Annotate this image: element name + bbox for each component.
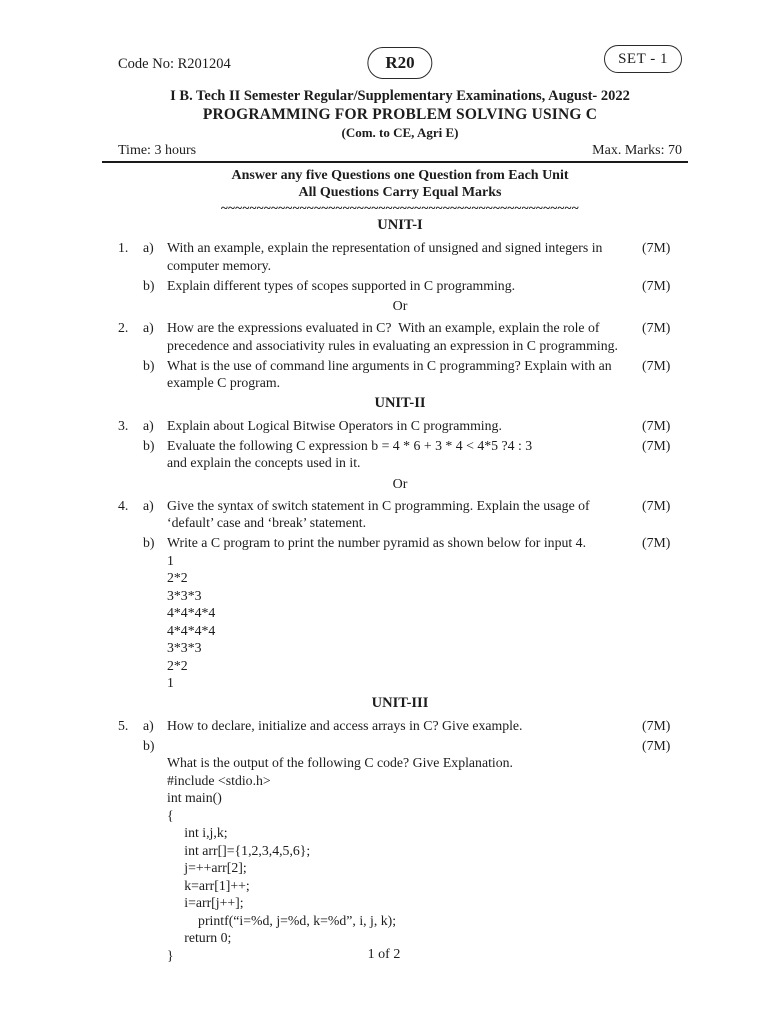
question-1a-row [118,239,682,274]
marks-badge: (7M) [642,277,671,293]
question-number: 1. [118,240,129,255]
marks-badge: (7M) [642,417,671,433]
code-line: j=++arr[2]; [167,860,247,875]
part-label: a) [143,497,154,513]
unit-heading-1: UNIT-I [377,217,423,233]
code-line: #include <stdio.h> [167,772,271,788]
pyramid-line: 3*3*3 [167,587,202,603]
part-label: b) [143,277,155,293]
question-line [167,737,640,755]
paper-header [118,42,682,88]
question-5a-row [118,717,682,735]
question-line: Explain about Logical Bitwise Operators in C programming. [167,417,502,433]
part-label: a) [143,417,154,433]
paper-subtitle: (Com. to CE, Agri E) [341,125,459,140]
part-label: b) [143,357,155,373]
question-line: Evaluate the following C expression b = 4 * 6 + 3 * 4 < 4*5 ?4 : 3 [167,437,533,453]
tilde-separator: ~~~~~~~~~~~~~~~~~~~~~~~~~~~~~~~~~~~~~~~~~~~~~~~~~~ [220,201,579,214]
question-2a-row [118,319,682,354]
question-4b-row [118,534,682,692]
question-2b-row [118,357,682,392]
pyramid-line: 4*4*4*4 [167,622,216,638]
or-separator: Or [392,299,408,314]
question-line: With an example, explain the representation of unsigned and signed integers in [167,240,603,255]
code-line: int main() [167,790,222,805]
part-label: a) [143,320,154,335]
part-label: b) [143,437,155,453]
code-line: int i,j,k; [167,825,228,840]
question-line: and explain the concepts used in it. [167,455,361,470]
time-marks-row [118,142,682,159]
marks-badge: (7M) [642,357,671,373]
instruction-line-1: Answer any five Questions one Question from Each Unit [231,168,569,183]
code-line: { [167,807,174,823]
code-line: int arr[]={1,2,3,4,5,6}; [167,842,311,858]
code-line: i=arr[j++]; [167,895,244,910]
page-number: 1 of 2 [367,947,401,962]
exam-session-line: I B. Tech II Semester Regular/Supplementary Examinations, August- 2022 [170,88,630,104]
question-line: ‘default’ case and ‘break’ statement. [167,515,367,530]
question-line: What is the output of the following C code? Give Explanation. [167,755,513,770]
pyramid-line: 3*3*3 [167,640,202,655]
question-text [167,737,640,965]
part-label: a) [143,717,154,733]
question-text [167,239,640,274]
code-line: return 0; [167,930,232,945]
question-text [167,357,640,392]
part-label: b) [143,737,155,753]
pyramid-line: 2*2 [167,657,188,673]
unit-heading-2: UNIT-II [374,394,426,411]
part-label: a) [143,240,154,255]
question-3a-row [118,417,682,435]
marks-badge: (7M) [642,737,671,753]
question-3b-row [118,437,682,472]
code-line: printf(“i=%d, j=%d, k=%d”, i, j, k); [167,912,397,928]
marks-badge: (7M) [642,320,671,335]
question-text [167,417,640,435]
question-line: Explain different types of scopes supported in C programming. [167,277,516,293]
question-number: 5. [118,717,129,733]
question-1b-row [118,277,682,295]
part-label: b) [143,535,155,550]
marks-badge: (7M) [642,437,671,453]
question-line: example C program. [167,375,281,390]
question-number: 4. [118,497,129,513]
code-line: } [167,947,174,963]
pyramid-line: 1 [167,552,174,568]
code-number: Code No: R201204 [118,56,231,72]
marks-badge: (7M) [642,240,671,255]
question-line: How are the expressions evaluated in C? With an example, explain the role of [167,320,600,335]
paper-title: PROGRAMMING FOR PROBLEM SOLVING USING C [202,106,598,123]
question-4a-row [118,497,682,532]
pyramid-line: 4*4*4*4 [167,605,216,620]
marks-badge: (7M) [642,717,671,733]
question-number: 2. [118,320,129,335]
question-5b-row [118,737,682,965]
code-line: k=arr[1]++; [167,877,250,893]
pyramid-line: 1 [167,675,174,690]
question-text [167,277,640,295]
max-marks: Max. Marks: 70 [592,143,682,158]
question-line: computer memory. [167,257,272,273]
question-text [167,437,640,472]
or-separator: Or [392,476,408,492]
marks-badge: (7M) [642,535,671,550]
marks-badge: (7M) [642,497,671,513]
instruction-line-2: All Questions Carry Equal Marks [298,185,502,200]
question-text [167,497,640,532]
set-badge: SET - 1 [604,45,682,73]
question-line: How to declare, initialize and access arrays in C? Give example. [167,717,523,733]
question-line: What is the use of command line arguments in C programming? Explain with an [167,357,612,373]
question-text [167,717,640,735]
regulation-badge: R20 [367,47,432,79]
pyramid-line: 2*2 [167,570,188,585]
time-allowed: Time: 3 hours [118,143,197,158]
question-text [167,534,640,692]
question-number: 3. [118,417,129,433]
question-text [167,319,640,354]
question-line: Write a C program to print the number pyramid as shown below for input 4. [167,535,587,550]
unit-heading-3: UNIT-III [371,694,429,711]
question-line: precedence and associativity rules in evaluating an expression in C programming. [167,337,618,353]
question-line: Give the syntax of switch statement in C programming. Explain the usage of [167,497,590,513]
header-rule [102,161,688,163]
